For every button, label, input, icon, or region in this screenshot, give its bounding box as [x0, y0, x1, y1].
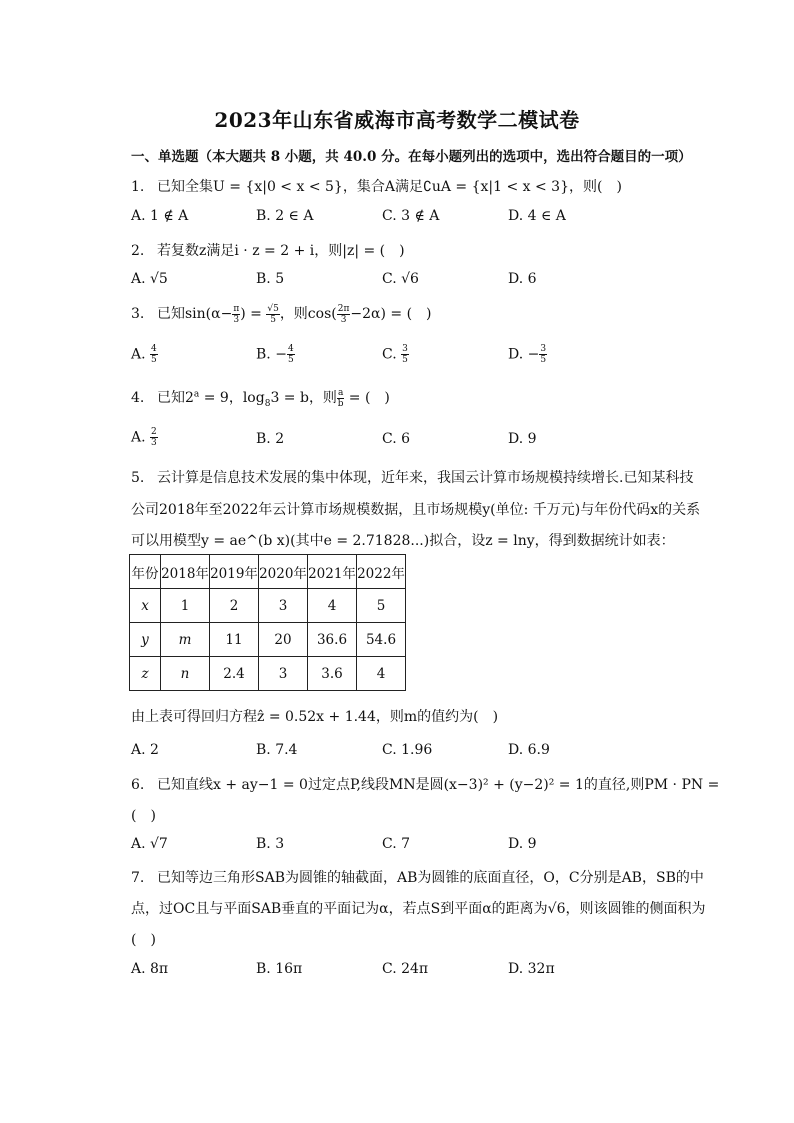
data-table [129, 554, 406, 691]
table-header-cell: 2022年 [357, 555, 406, 589]
table-cell: 20 [259, 623, 308, 657]
fraction-numerator: 3 [402, 344, 408, 354]
question-stem: 云计算是信息技术发展的集中体现，近年来，我国云计算市场规模持续增长.已知某科技 [157, 470, 694, 486]
q5-option-b: B. 7.4 [256, 742, 298, 758]
stem-part: 3 = b，则 [270, 390, 337, 406]
table-cell: 54.6 [357, 623, 406, 657]
q6-option-a: A. √7 [131, 836, 168, 852]
fraction-denominator: 5 [540, 355, 547, 365]
log-base: 8 [264, 398, 271, 409]
fraction-numerator: 2 [151, 427, 157, 437]
option-sign: − [275, 346, 287, 363]
table-cell: 4 [357, 657, 406, 691]
fraction-denominator: 5 [151, 355, 157, 365]
question-number: 4. [131, 390, 145, 406]
option-label: A. [131, 346, 146, 363]
question-7-line-2: 点，过OC且与平面SAB垂直的平面记为α，若点S到平面α的距离为√6，则该圆锥的侧面积为 [131, 901, 706, 917]
table-cell: 4 [308, 589, 357, 623]
fraction-numerator: a [337, 387, 344, 398]
table-cell: 1 [161, 589, 210, 623]
q6-option-d: D. 9 [508, 836, 537, 852]
stem-part: −2α) = ( ) [350, 306, 432, 322]
q3-option-c [382, 344, 409, 365]
fraction-numerator: 2π [337, 303, 350, 314]
q3-option-a [131, 344, 158, 365]
q2-option-b: B. 5 [256, 271, 285, 287]
question-stem: 已知等边三角形SAB为圆锥的轴截面，AB为圆锥的底面直径，O，C分别是AB，SB的中 [157, 870, 704, 886]
fraction-denominator: 3 [340, 314, 347, 325]
table-cell: m [161, 623, 210, 657]
fraction [266, 304, 279, 325]
table-header-cell: 年份 [130, 555, 161, 589]
fraction-denominator: 5 [270, 314, 276, 325]
table-cell: 2 [210, 589, 259, 623]
question-number: 5. [131, 470, 145, 486]
question-5 [131, 467, 693, 487]
table-cell: x [130, 589, 161, 623]
q6-option-c: C. 7 [382, 836, 411, 852]
table-cell: 2.4 [210, 657, 259, 691]
table-header-cell: 2020年 [259, 555, 308, 589]
option-label: B. [256, 346, 271, 363]
question-7 [131, 867, 704, 887]
stem-part: = 9，log [199, 390, 265, 406]
fraction-denominator: 5 [402, 355, 408, 365]
question-1 [131, 176, 622, 196]
exam-title: 2023年山东省威海市高考数学二模试卷 [214, 108, 580, 132]
table-cell: 36.6 [308, 623, 357, 657]
table-header-cell: 2021年 [308, 555, 357, 589]
table-cell: 11 [210, 623, 259, 657]
table-header-row [130, 555, 406, 589]
fraction-numerator: 4 [287, 344, 294, 354]
stem-part: 已知2 [157, 390, 194, 406]
question-6 [131, 774, 719, 794]
q3-option-b [256, 344, 295, 365]
table-cell: y [130, 623, 161, 657]
table-cell: n [161, 657, 210, 691]
table-cell: 3.6 [308, 657, 357, 691]
fraction-numerator: √5 [267, 303, 279, 314]
fraction [150, 344, 158, 365]
question-number: 2. [131, 243, 145, 259]
question-stem: 已知全集U = {x|0 < x < 5}，集合A满足∁uA = {x|1 < x < 3}，则( ) [157, 179, 622, 195]
q2-option-a: A. √5 [131, 271, 168, 287]
fraction [150, 427, 158, 448]
q7-option-c: C. 24π [382, 961, 429, 977]
question-6-line-2: ( ) [131, 808, 156, 824]
question-5-line-4: 由上表可得回归方程ẑ = 0.52x + 1.44，则m的值约为( ) [131, 709, 499, 725]
fraction-denominator: b [337, 398, 344, 409]
q4-option-b: B. 2 [256, 431, 285, 447]
option-label: D. [508, 346, 524, 363]
q1-option-d: D. 4 ∈ A [508, 208, 566, 224]
question-5-line-3: 可以用模型y = ae^(b x)(其中e = 2.71828...)拟合，设z = lny，得到数据统计如表： [131, 533, 675, 549]
q5-option-c: C. 1.96 [382, 742, 433, 758]
question-number: 7. [131, 870, 145, 886]
question-4 [131, 387, 390, 409]
option-label: A. [131, 429, 146, 446]
stem-part: ，则cos( [279, 306, 337, 322]
question-3 [131, 303, 432, 325]
table-header-cell: 2018年 [161, 555, 210, 589]
option-sign: − [527, 346, 540, 363]
table-header-cell: 2019年 [210, 555, 259, 589]
question-2 [131, 240, 405, 260]
fraction-denominator: 3 [151, 438, 157, 448]
table-row [130, 589, 406, 623]
table-row [130, 623, 406, 657]
q7-option-a: A. 8π [131, 961, 169, 977]
q2-option-d: D. 6 [508, 271, 537, 287]
fraction-numerator: 4 [151, 344, 157, 354]
fraction-numerator: π [233, 303, 240, 314]
q1-option-a: A. 1 ∉ A [131, 208, 189, 224]
question-5-line-2: 公司2018年至2022年云计算市场规模数据，且市场规模y(单位: 千万元)与年份代码x的关系 [131, 502, 701, 518]
question-7-line-3: ( ) [131, 932, 156, 948]
fraction [337, 304, 351, 325]
fraction [539, 344, 547, 365]
stem-part: ) = [240, 306, 267, 322]
fraction-denominator: 5 [287, 355, 294, 365]
question-number: 1. [131, 179, 145, 195]
q1-option-c: C. 3 ∉ A [382, 208, 440, 224]
stem-part: = ( ) [344, 390, 390, 406]
fraction [287, 344, 295, 365]
stem-part: 已知sin(α− [157, 306, 233, 322]
fraction-denominator: 3 [233, 314, 240, 325]
table-cell: 3 [259, 589, 308, 623]
q4-option-a [131, 427, 158, 448]
q7-option-d: D. 32π [508, 961, 555, 977]
question-stem: 已知直线x + ay−1 = 0过定点P,线段MN是圆(x−3)² + (y−2)² = 1的直径,则PM · PN = [157, 777, 720, 793]
q3-option-d [508, 344, 547, 365]
table-row [130, 657, 406, 691]
q6-option-b: B. 3 [256, 836, 285, 852]
section-heading: 一、单选题（本大题共 8 小题，共 40.0 分。在每小题列出的选项中，选出符合题目的一项） [131, 149, 692, 165]
question-number: 6. [131, 777, 145, 793]
q5-option-a: A. 2 [131, 742, 159, 758]
fraction [401, 344, 409, 365]
exponent: a [193, 389, 200, 400]
table-cell: z [130, 657, 161, 691]
table-cell: 5 [357, 589, 406, 623]
q1-option-b: B. 2 ∈ A [256, 208, 314, 224]
question-number: 3. [131, 306, 145, 322]
fraction-numerator: 3 [540, 344, 547, 354]
q4-option-d: D. 9 [508, 431, 537, 447]
question-stem: 若复数z满足i · z = 2 + i，则|z| = ( ) [157, 243, 405, 259]
q4-option-c: C. 6 [382, 431, 411, 447]
table-cell: 3 [259, 657, 308, 691]
q7-option-b: B. 16π [256, 961, 303, 977]
q5-option-d: D. 6.9 [508, 742, 550, 758]
option-label: C. [382, 346, 397, 363]
q2-option-c: C. √6 [382, 271, 419, 287]
